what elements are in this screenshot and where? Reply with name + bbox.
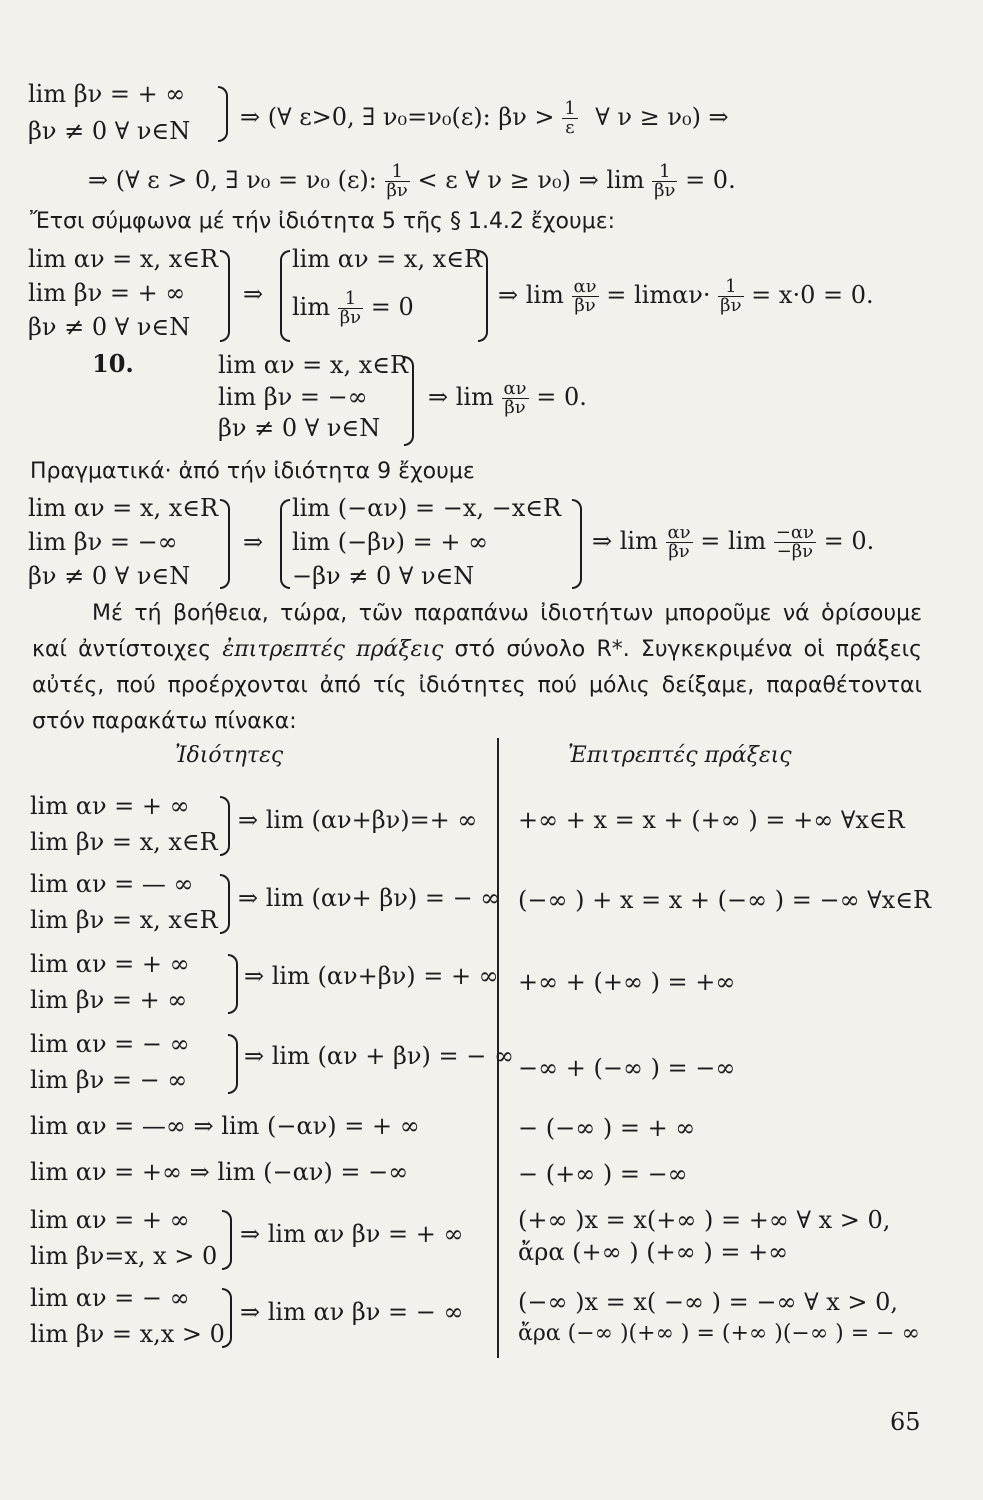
block2-a3: βν ≠ 0 ∀ ν∈N — [28, 313, 191, 341]
table-row: lim βν = x,x > 0 — [30, 1320, 225, 1348]
top-line-3: ⇒ (∀ ε > 0, ∃ ν₀ = ν₀ (ε): $\frac{1}{\beta\nu}$ < ε ∀ ν ≥ ν₀) ⇒ lim $\frac{1}{\beta\nu}$ = 0. — [88, 161, 736, 201]
brace — [220, 499, 230, 589]
brace — [478, 250, 488, 342]
brace — [280, 499, 290, 589]
block2-b2: lim $\frac{1}{\beta\nu}$ = 0 — [292, 288, 414, 328]
table-row: lim αν = + ∞ — [30, 950, 190, 978]
block3-a2: lim βν = −∞ — [28, 528, 178, 556]
fraction: $\frac{1}{\beta\nu}$ — [720, 276, 742, 316]
table-row: lim αν = − ∞ — [30, 1284, 190, 1312]
table-row: lim αν = — ∞ — [30, 870, 194, 898]
table-row: ⇒ lim αν βν = + ∞ — [240, 1220, 464, 1248]
brace — [222, 1210, 232, 1270]
brace — [220, 250, 230, 342]
block10-a2: lim βν = −∞ — [218, 383, 368, 411]
etsi-sentence: Ἔτσι σύμφωνα μέ τήν ἰδιότητα 5 τῆς § 1.4.2 ἔχουμε: — [30, 209, 616, 234]
table-row: −∞ + (−∞ ) = −∞ — [518, 1054, 736, 1082]
top-line-1: lim βν = + ∞ — [28, 80, 186, 108]
table-row: ἄρα (+∞ ) (+∞ ) = +∞ — [518, 1238, 789, 1266]
table-row: − (−∞ ) = + ∞ — [518, 1114, 696, 1142]
fraction: $\frac{1}{\beta\nu}$ — [339, 288, 362, 328]
table-row: +∞ + x = x + (+∞ ) = +∞ ∀x∈R — [518, 806, 905, 834]
item-number-10: 10. — [92, 349, 134, 378]
pragmatika-sentence: Πραγματικά· ἀπό τήν ἰδιότητα 9 ἔχουμε — [30, 459, 475, 484]
fraction: $\frac{-\alpha\nu}{-\beta\nu}$ — [775, 522, 814, 562]
top-right-1: ⇒ (∀ ε>0, ∃ ν₀=ν₀(ε): βν > $\frac{1}{\varepsilon}$ ∀ ν ≥ ν₀) ⇒ — [240, 98, 729, 138]
table-row: lim βν = x, x∈R — [30, 906, 218, 934]
table-row: ⇒ lim (αν + βν) = − ∞ — [244, 1042, 514, 1070]
brace — [228, 954, 238, 1014]
block3-b2: lim (−βν) = + ∞ — [292, 528, 489, 556]
brace — [220, 874, 230, 934]
table-row: lim βν = x, x∈R — [30, 828, 218, 856]
brace — [572, 499, 582, 589]
page-number: 65 — [890, 1408, 921, 1436]
table-row: lim βν = − ∞ — [30, 1066, 188, 1094]
table-row: − (+∞ ) = −∞ — [518, 1160, 688, 1188]
top-line-2: βν ≠ 0 ∀ ν∈N — [28, 117, 191, 145]
table-row: (−∞ )x = x( −∞ ) = −∞ ∀ x > 0, — [518, 1288, 898, 1316]
brace — [404, 356, 414, 446]
block3-c: ⇒ lim $\frac{\alpha\nu}{\beta\nu}$ = lim $\frac{-\alpha\nu}{-\beta\nu}$ = 0. — [592, 522, 875, 562]
block10-c: ⇒ lim $\frac{\alpha\nu}{\beta\nu}$ = 0. — [428, 378, 587, 418]
table-row: lim αν = − ∞ — [30, 1030, 190, 1058]
arrow: ⇒ — [243, 528, 264, 556]
brace — [220, 796, 230, 856]
block3-a3: βν ≠ 0 ∀ ν∈N — [28, 562, 191, 590]
fraction: $\frac{\alpha\nu}{\beta\nu}$ — [573, 276, 597, 316]
fraction: $\frac{1}{\beta\nu}$ — [386, 161, 408, 201]
table-row: lim αν = + ∞ — [30, 792, 190, 820]
table-header-left: Ἰδιότητες — [175, 743, 284, 768]
block2-a1: lim αν = x, x∈R — [28, 245, 219, 273]
block3-b3: −βν ≠ 0 ∀ ν∈N — [292, 562, 475, 590]
fraction: $\frac{1}{\beta\nu}$ — [654, 161, 676, 201]
block10-a3: βν ≠ 0 ∀ ν∈N — [218, 414, 381, 442]
block2-c: ⇒ lim $\frac{\alpha\nu}{\beta\nu}$ = limαν· $\frac{1}{\beta\nu}$ = x·0 = 0. — [498, 276, 874, 316]
fraction: $\frac{\alpha\nu}{\beta\nu}$ — [503, 378, 527, 418]
fraction: $\frac{\alpha\nu}{\beta\nu}$ — [667, 522, 691, 562]
block2-a2: lim βν = + ∞ — [28, 279, 186, 307]
table-row: ἄρα (−∞ )(+∞ ) = (+∞ )(−∞ ) = − ∞ — [518, 1321, 920, 1346]
intro-paragraph: Μέ τή βοήθεια, τώρα, τῶν παραπάνω ἰδιοτήτων μποροῦμε νά ὁρίσουμε καί ἀντίστοιχες ἐπιτρεπτές πράξεις στό σύνολο R*. Συγκεκριμένα οἱ πράξεις αὐτές, πού προέρχονται ἀπό τίς ἰδιότητες πού μόλις δείξαμε, παραθέτονται στόν παρακάτω πίνακα: — [32, 601, 923, 734]
table-row: lim αν = +∞ ⇒ lim (−αν) = −∞ — [30, 1158, 409, 1186]
table-row: (−∞ ) + x = x + (−∞ ) = −∞ ∀x∈R — [518, 886, 932, 914]
table-row: lim βν = + ∞ — [30, 986, 188, 1014]
table-row: lim βν=x, x > 0 — [30, 1242, 218, 1270]
table-row: +∞ + (+∞ ) = +∞ — [518, 968, 736, 996]
arrow: ⇒ — [243, 280, 264, 308]
block3-b1: lim (−αν) = −x, −x∈R — [292, 494, 562, 522]
table-row: ⇒ lim (αν+ βν) = − ∞ — [238, 884, 501, 912]
brace — [218, 86, 228, 142]
block3-a1: lim αν = x, x∈R — [28, 494, 219, 522]
brace — [280, 250, 290, 342]
block10-a1: lim αν = x, x∈R — [218, 351, 409, 379]
block2-b1: lim αν = x, x∈R — [292, 245, 483, 273]
table-row: ⇒ lim (αν+βν)=+ ∞ — [238, 806, 478, 834]
brace — [228, 1034, 238, 1094]
table-row: lim αν = —∞ ⇒ lim (−αν) = + ∞ — [30, 1112, 420, 1140]
brace — [222, 1288, 232, 1348]
table-header-right: Ἐπιτρεπτές πράξεις — [568, 743, 792, 768]
table-row: ⇒ lim αν βν = − ∞ — [240, 1298, 464, 1326]
table-row: ⇒ lim (αν+βν) = + ∞ — [244, 962, 499, 990]
table-row: (+∞ )x = x(+∞ ) = +∞ ∀ x > 0, — [518, 1206, 891, 1234]
table-row: lim αν = + ∞ — [30, 1206, 190, 1234]
fraction: $\frac{1}{\varepsilon}$ — [564, 98, 576, 138]
